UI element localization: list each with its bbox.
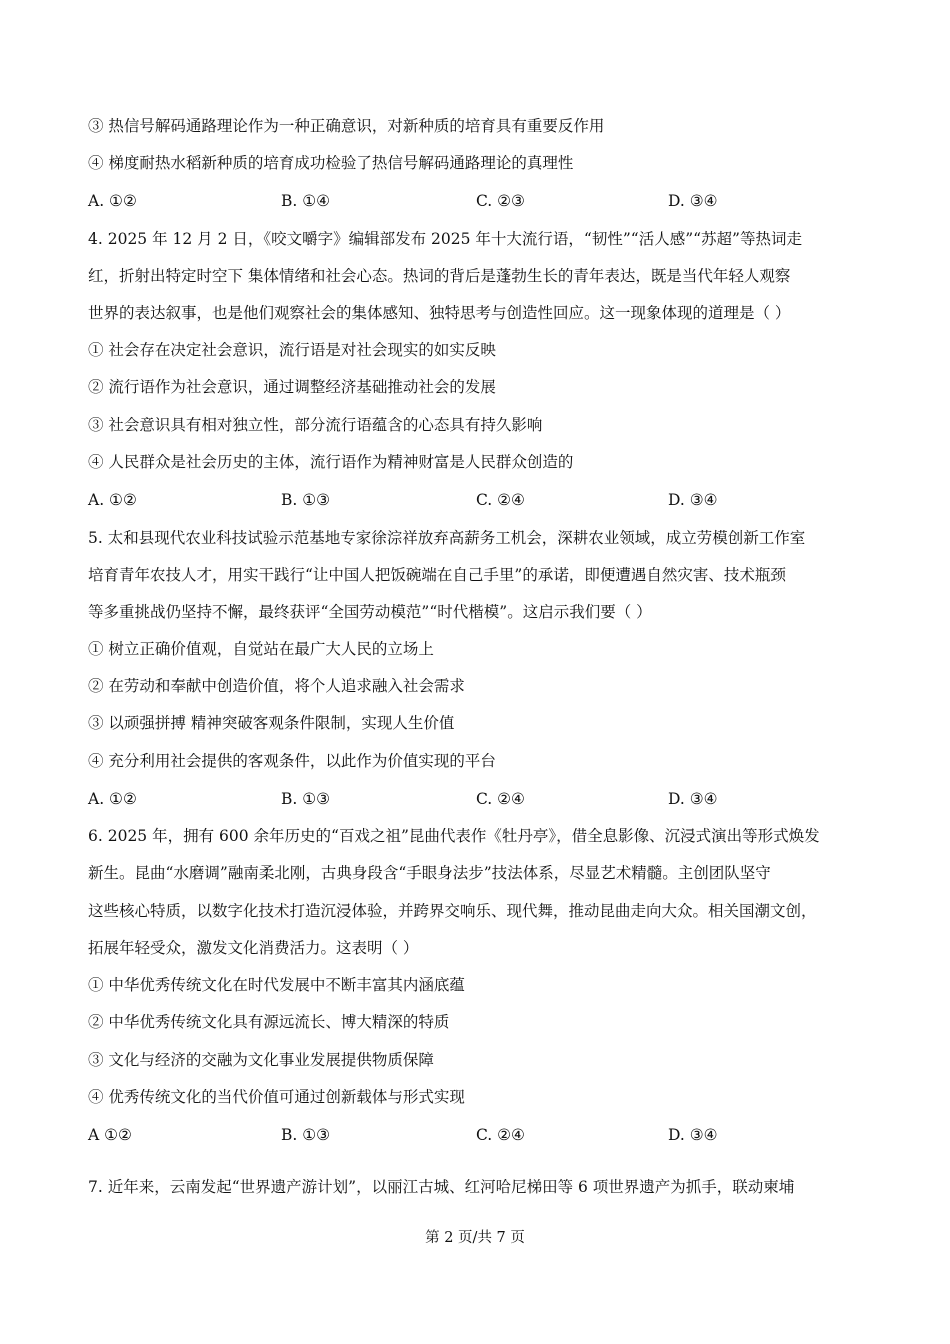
q4-statement-3: ③ 社会意识具有相对独立性，部分流行语蕴含的心态具有持久影响 (88, 416, 543, 434)
q4-stem-line-2: 红，折射出特定时空下 集体情绪和社会心态。热词的背后是蓬勃生长的青年表达，既是当代年轻人观察 (88, 267, 791, 285)
q4-option-b[interactable]: B. ①③ (281, 491, 331, 509)
q5-option-a[interactable]: A. ①② (88, 790, 137, 808)
q5-statement-4: ④ 充分利用社会提供的客观条件，以此作为价值实现的平台 (88, 752, 496, 770)
q5-option-c[interactable]: C. ②④ (476, 790, 525, 808)
q5-option-d[interactable]: D. ③④ (668, 790, 718, 808)
q5-stem-line-1: 5. 太和县现代农业科技试验示范基地专家徐淙祥放弃高薪务工机会，深耕农业领域，成立劳模创新工作室 (88, 529, 806, 547)
q4-statement-4: ④ 人民群众是社会历史的主体，流行语作为精神财富是人民群众创造的 (88, 453, 574, 471)
q3-option-c[interactable]: C. ②③ (476, 192, 525, 210)
q6-statement-1: ① 中华优秀传统文化在时代发展中不断丰富其内涵底蕴 (88, 976, 465, 994)
q6-statement-3: ③ 文化与经济的交融为文化事业发展提供物质保障 (88, 1051, 434, 1069)
q5-options (88, 789, 888, 809)
q6-stem-line-3: 这些核心特质，以数字化技术打造沉浸体验，并跨界交响乐、现代舞，推动昆曲走向大众。相关国潮文创， (88, 902, 817, 920)
q4-option-d[interactable]: D. ③④ (668, 491, 718, 509)
q5-stem-line-2: 培育青年农技人才，用实干践行“让中国人把饭碗端在自己手里”的承诺，即便遭遇自然灾害、技术瓶颈 (88, 566, 786, 584)
q4-option-c[interactable]: C. ②④ (476, 491, 525, 509)
q4-statement-2: ② 流行语作为社会意识，通过调整经济基础推动社会的发展 (88, 378, 496, 396)
q4-stem-line-3: 世界的表达叙事，也是他们观察社会的集体感知、独特思考与创造性回应。这一现象体现的道理是（ ） (88, 304, 791, 322)
q5-statement-2: ② 在劳动和奉献中创造价值，将个人追求融入社会需求 (88, 677, 465, 695)
q6-statement-2: ② 中华优秀传统文化具有源远流长、博大精深的特质 (88, 1013, 450, 1031)
q6-option-d[interactable]: D. ③④ (668, 1126, 718, 1144)
q3-options (88, 191, 888, 211)
q6-statement-4: ④ 优秀传统文化的当代价值可通过创新载体与形式实现 (88, 1088, 465, 1106)
q6-stem-line-1: 6. 2025 年，拥有 600 余年历史的“百戏之祖”昆曲代表作《牡丹亭》，借全息影像、沉浸式演出等形式焕发 (88, 827, 820, 845)
q3-option-b[interactable]: B. ①④ (281, 192, 331, 210)
q5-option-b[interactable]: B. ①③ (281, 790, 331, 808)
page-number: 第 2 页/共 7 页 (425, 1230, 525, 1246)
q4-options (88, 490, 888, 510)
q4-statement-1: ① 社会存在决定社会意识，流行语是对社会现实的如实反映 (88, 341, 496, 359)
q6-options (88, 1125, 888, 1145)
q3-option-a[interactable]: A. ①② (88, 192, 137, 210)
q4-stem-line-1: 4. 2025 年 12 月 2 日，《咬文嚼字》编辑部发布 2025 年十大流行语，“韧性”“活人感”“苏超”等热词走 (88, 230, 802, 248)
q5-statement-1: ① 树立正确价值观，自觉站在最广大人民的立场上 (88, 640, 434, 658)
q3-statement-4: ④ 梯度耐热水稻新种质的培育成功检验了热信号解码通路理论的真理性 (88, 154, 574, 172)
q5-statement-3: ③ 以顽强拼搏 精神突破客观条件限制，实现人生价值 (88, 714, 455, 732)
q7-stem-line-1: 7. 近年来，云南发起“世界遗产游计划”，以丽江古城、红河哈尼梯田等 6 项世界遗产为抓手，联动柬埔 (88, 1178, 795, 1196)
q3-statement-3: ③ 热信号解码通路理论作为一种正确意识，对新种质的培育具有重要反作用 (88, 117, 605, 135)
q4-option-a[interactable]: A. ①② (88, 491, 137, 509)
q6-stem-line-2: 新生。昆曲“水磨调”融南柔北刚，古典身段含“手眼身法步”技法体系，尽显艺术精髓。主创团队坚守 (88, 864, 771, 882)
q6-stem-line-4: 拓展年轻受众，激发文化消费活力。这表明（ ） (88, 939, 419, 957)
q5-stem-line-3: 等多重挑战仍坚持不懈，最终获评“全国劳动模范”“时代楷模”。这启示我们要（ ） (88, 603, 652, 621)
q6-option-b[interactable]: B. ①③ (281, 1126, 331, 1144)
q3-option-d[interactable]: D. ③④ (668, 192, 718, 210)
q6-option-c[interactable]: C. ②④ (476, 1126, 525, 1144)
q6-option-a[interactable]: A ①② (88, 1126, 132, 1144)
